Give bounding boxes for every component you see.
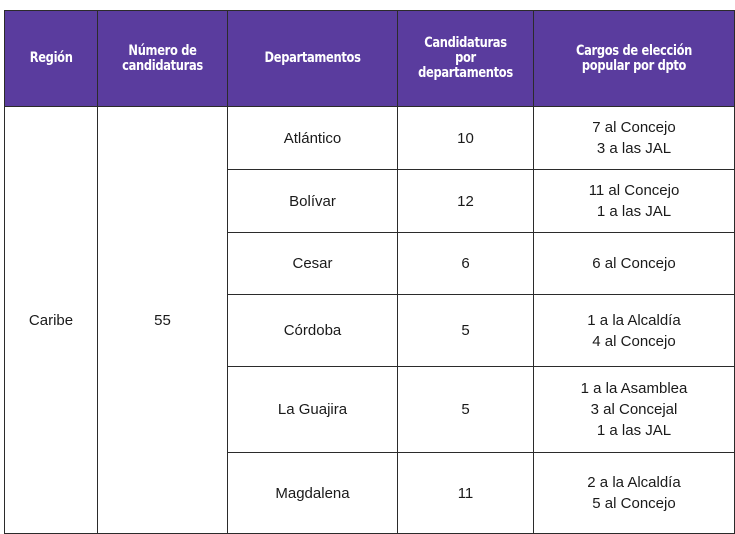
departamento-cell: Magdalena xyxy=(228,453,398,534)
cargo-line: 5 al Concejo xyxy=(592,495,676,512)
cargos-cell xyxy=(534,170,735,233)
cargo-line: 1 a la Alcaldía xyxy=(587,311,681,329)
cargo-line: 1 a las JAL xyxy=(596,422,672,439)
candidaturas-cell: 5 xyxy=(398,295,534,367)
departamento-cell: Cesar xyxy=(228,233,398,295)
cargos-cell xyxy=(534,107,735,170)
header-row xyxy=(5,11,735,107)
candidaturas-cell: 11 xyxy=(398,453,534,534)
cargo-line: 2 a la Alcaldía xyxy=(587,474,681,491)
header-region: Región xyxy=(5,11,98,107)
cargo-line: 3 a las JAL xyxy=(596,140,672,157)
cargos-cell xyxy=(534,233,735,295)
cargo-line: 1 a las JAL xyxy=(596,203,672,220)
header-numero-candidaturas: Número de candidaturas xyxy=(98,11,228,107)
candidaturas-cell: 12 xyxy=(398,170,534,233)
cargo-line: 1 a la Asamblea xyxy=(580,380,688,397)
cargo-line: 4 al Concejo xyxy=(592,332,676,350)
total-candidaturas-cell: 55 xyxy=(98,107,228,534)
cargo-line: 11 al Concejo xyxy=(588,182,680,199)
header-candidaturas-por-departamentos: Candidaturas por departamentos xyxy=(398,11,534,107)
departamento-cell: La Guajira xyxy=(228,367,398,453)
region-cell: Caribe xyxy=(5,107,98,534)
cargo-line: 6 al Concejo xyxy=(592,255,676,272)
candidaturas-cell: 6 xyxy=(398,233,534,295)
candidaturas-cell: 10 xyxy=(398,107,534,170)
departamento-cell: Atlántico xyxy=(228,107,398,170)
cargos-cell xyxy=(534,367,735,453)
header-departamentos: Departamentos xyxy=(228,11,398,107)
candidaturas-table xyxy=(4,10,735,534)
header-cargos-eleccion: Cargos de elección popular por dpto xyxy=(534,11,735,107)
cargos-cell xyxy=(534,453,735,534)
departamento-cell: Bolívar xyxy=(228,170,398,233)
table-row xyxy=(5,107,735,170)
cargo-line: 3 al Concejal xyxy=(590,401,678,418)
table-header xyxy=(5,11,735,107)
table-body xyxy=(5,107,735,534)
candidaturas-cell: 5 xyxy=(398,367,534,453)
cargo-line: 7 al Concejo xyxy=(592,119,676,136)
cargos-cell xyxy=(534,295,735,367)
departamento-cell: Córdoba xyxy=(228,295,398,367)
